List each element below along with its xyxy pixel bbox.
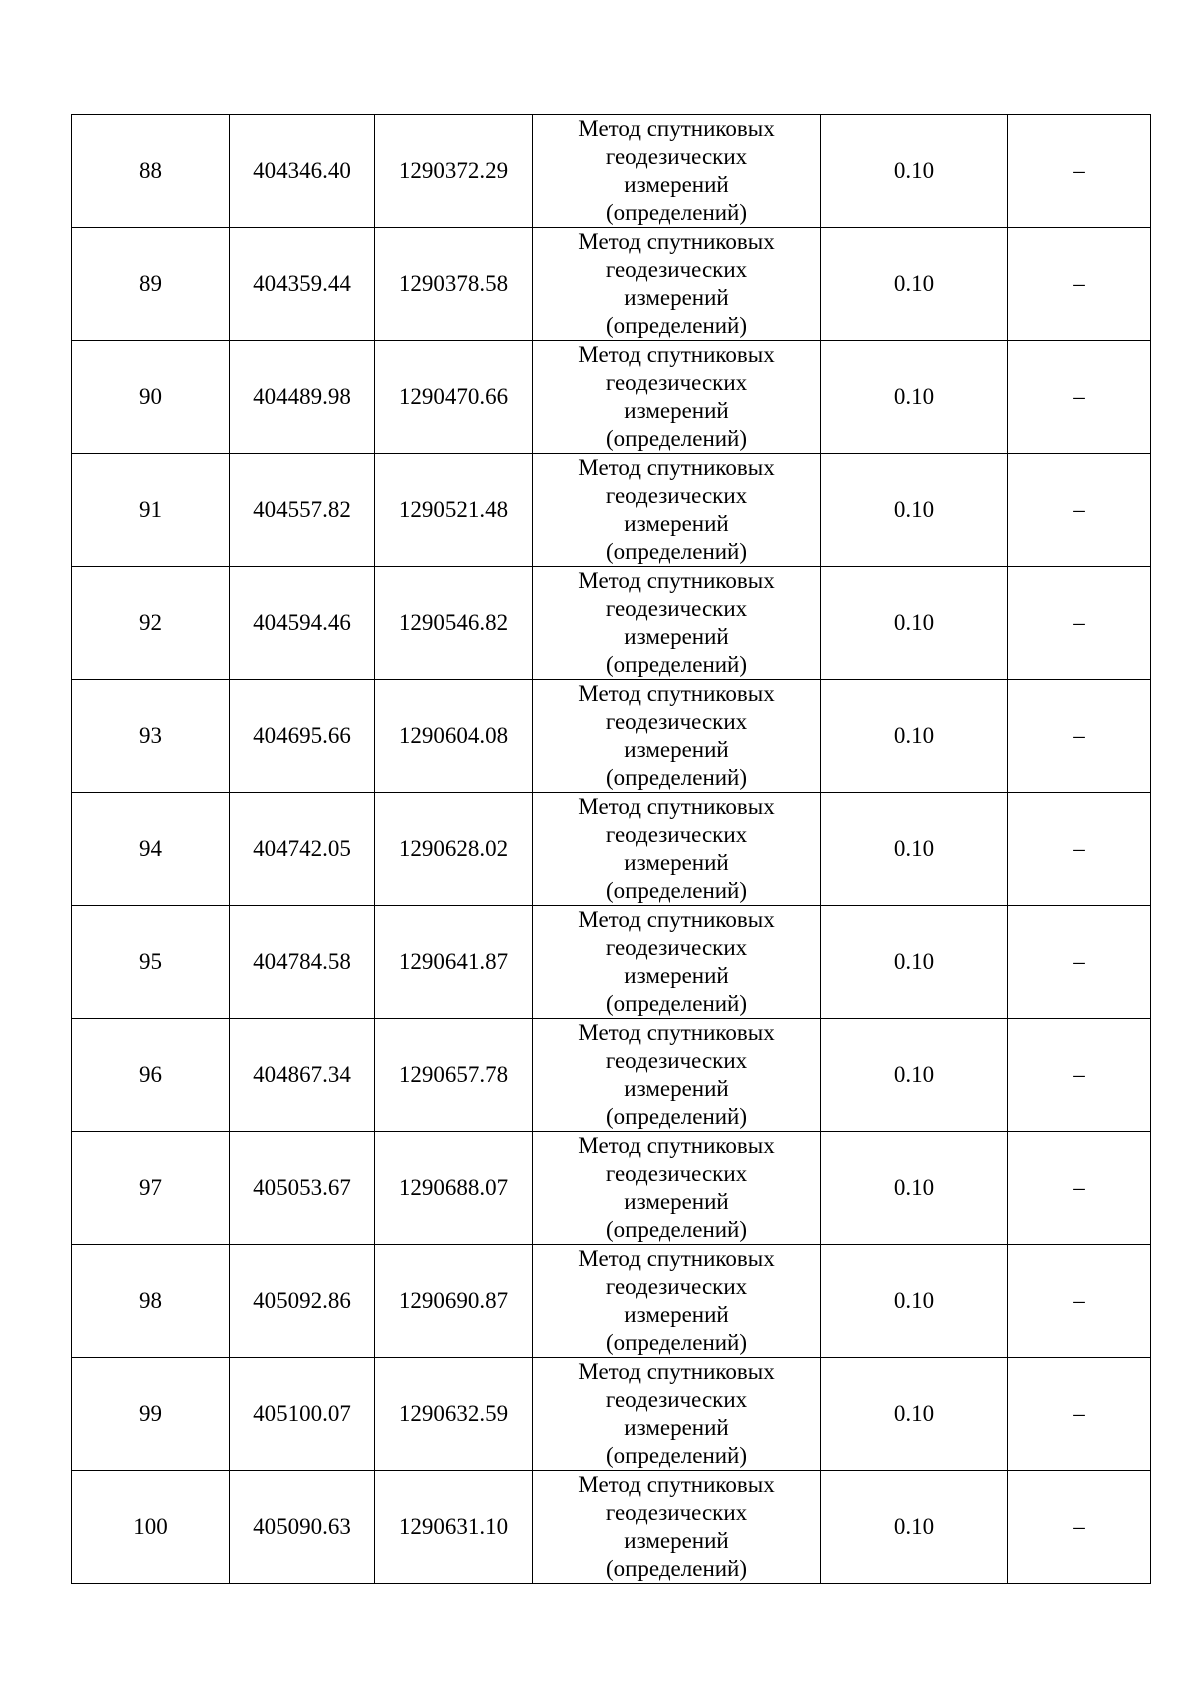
method-text-line: (определений) [605, 200, 748, 225]
method-cell [533, 1358, 821, 1471]
x-coordinate-cell: 405092.86 [230, 1245, 375, 1358]
table-row [72, 906, 1151, 1019]
note-cell: – [1008, 115, 1151, 228]
method-text-line: (определений) [605, 1443, 748, 1468]
table-row [72, 115, 1151, 228]
method-text-line: геодезических [605, 1387, 748, 1412]
method-text-line: геодезических [605, 483, 748, 508]
method-text-line: Метод спутниковых [578, 116, 775, 141]
x-coordinate-cell: 404742.05 [230, 793, 375, 906]
method-text-line: геодезических [605, 1048, 748, 1073]
point-number-cell: 95 [72, 906, 230, 1019]
note-cell: – [1008, 567, 1151, 680]
point-number-cell: 91 [72, 454, 230, 567]
accuracy-cell: 0.10 [821, 341, 1008, 454]
table-body [72, 115, 1151, 1584]
point-number-cell: 88 [72, 115, 230, 228]
accuracy-cell: 0.10 [821, 454, 1008, 567]
method-cell [533, 567, 821, 680]
x-coordinate-cell: 404346.40 [230, 115, 375, 228]
method-text-line: геодезических [605, 1161, 748, 1186]
x-coordinate-cell: 405100.07 [230, 1358, 375, 1471]
y-coordinate-cell: 1290378.58 [375, 228, 533, 341]
method-cell [533, 341, 821, 454]
method-text-line: геодезических [605, 935, 748, 960]
accuracy-cell: 0.10 [821, 1245, 1008, 1358]
x-coordinate-cell: 404359.44 [230, 228, 375, 341]
x-coordinate-cell: 404594.46 [230, 567, 375, 680]
accuracy-cell: 0.10 [821, 1132, 1008, 1245]
method-text-line: измерений [624, 285, 729, 310]
method-text-line: геодезических [605, 257, 748, 282]
method-text-line: геодезических [605, 822, 748, 847]
method-text-line: измерений [624, 1528, 729, 1553]
method-cell [533, 454, 821, 567]
accuracy-cell: 0.10 [821, 567, 1008, 680]
method-text-line: Метод спутниковых [578, 1359, 775, 1384]
accuracy-cell: 0.10 [821, 906, 1008, 1019]
method-cell [533, 906, 821, 1019]
point-number-cell: 100 [72, 1471, 230, 1584]
method-cell [533, 793, 821, 906]
method-text-line: (определений) [605, 1330, 748, 1355]
table-row [72, 1471, 1151, 1584]
method-text-line: измерений [624, 398, 729, 423]
x-coordinate-cell: 405053.67 [230, 1132, 375, 1245]
table-row [72, 454, 1151, 567]
note-cell: – [1008, 1019, 1151, 1132]
method-text-line: геодезических [605, 596, 748, 621]
method-text-line: измерений [624, 511, 729, 536]
note-cell: – [1008, 680, 1151, 793]
method-text-line: геодезических [605, 370, 748, 395]
method-text-line: Метод спутниковых [578, 1020, 775, 1045]
method-text-line: Метод спутниковых [578, 1246, 775, 1271]
point-number-cell: 99 [72, 1358, 230, 1471]
x-coordinate-cell: 404557.82 [230, 454, 375, 567]
method-text-line: Метод спутниковых [578, 681, 775, 706]
coordinates-table [71, 114, 1151, 1584]
note-cell: – [1008, 1358, 1151, 1471]
method-cell [533, 115, 821, 228]
method-text-line: (определений) [605, 313, 748, 338]
accuracy-cell: 0.10 [821, 228, 1008, 341]
y-coordinate-cell: 1290688.07 [375, 1132, 533, 1245]
method-text-line: измерений [624, 1415, 729, 1440]
x-coordinate-cell: 404867.34 [230, 1019, 375, 1132]
method-text-line: измерений [624, 850, 729, 875]
method-text-line: Метод спутниковых [578, 455, 775, 480]
table-row [72, 228, 1151, 341]
table-row [72, 1132, 1151, 1245]
method-text-line: Метод спутниковых [578, 229, 775, 254]
note-cell: – [1008, 1245, 1151, 1358]
method-text-line: (определений) [605, 1104, 748, 1129]
method-text-line: Метод спутниковых [578, 1133, 775, 1158]
point-number-cell: 96 [72, 1019, 230, 1132]
y-coordinate-cell: 1290657.78 [375, 1019, 533, 1132]
note-cell: – [1008, 341, 1151, 454]
y-coordinate-cell: 1290546.82 [375, 567, 533, 680]
method-text-line: (определений) [605, 539, 748, 564]
y-coordinate-cell: 1290631.10 [375, 1471, 533, 1584]
method-cell [533, 1132, 821, 1245]
table-row [72, 1019, 1151, 1132]
table-row [72, 793, 1151, 906]
note-cell: – [1008, 793, 1151, 906]
method-text-line: Метод спутниковых [578, 907, 775, 932]
method-text-line: (определений) [605, 765, 748, 790]
y-coordinate-cell: 1290604.08 [375, 680, 533, 793]
method-text-line: (определений) [605, 426, 748, 451]
note-cell: – [1008, 1132, 1151, 1245]
table-row [72, 567, 1151, 680]
method-cell [533, 1245, 821, 1358]
method-text-line: Метод спутниковых [578, 342, 775, 367]
note-cell: – [1008, 906, 1151, 1019]
method-text-line: Метод спутниковых [578, 794, 775, 819]
table-row [72, 680, 1151, 793]
table-row [72, 1245, 1151, 1358]
accuracy-cell: 0.10 [821, 793, 1008, 906]
method-text-line: измерений [624, 1076, 729, 1101]
method-text-line: измерений [624, 1302, 729, 1327]
accuracy-cell: 0.10 [821, 680, 1008, 793]
x-coordinate-cell: 404695.66 [230, 680, 375, 793]
note-cell: – [1008, 228, 1151, 341]
method-text-line: (определений) [605, 878, 748, 903]
note-cell: – [1008, 1471, 1151, 1584]
y-coordinate-cell: 1290521.48 [375, 454, 533, 567]
table-row [72, 341, 1151, 454]
method-text-line: (определений) [605, 1556, 748, 1581]
method-text-line: измерений [624, 737, 729, 762]
point-number-cell: 98 [72, 1245, 230, 1358]
y-coordinate-cell: 1290372.29 [375, 115, 533, 228]
method-text-line: Метод спутниковых [578, 1472, 775, 1497]
y-coordinate-cell: 1290628.02 [375, 793, 533, 906]
x-coordinate-cell: 404784.58 [230, 906, 375, 1019]
accuracy-cell: 0.10 [821, 1471, 1008, 1584]
method-text-line: (определений) [605, 991, 748, 1016]
method-text-line: измерений [624, 624, 729, 649]
point-number-cell: 90 [72, 341, 230, 454]
y-coordinate-cell: 1290690.87 [375, 1245, 533, 1358]
point-number-cell: 92 [72, 567, 230, 680]
method-cell [533, 228, 821, 341]
point-number-cell: 97 [72, 1132, 230, 1245]
accuracy-cell: 0.10 [821, 1019, 1008, 1132]
y-coordinate-cell: 1290632.59 [375, 1358, 533, 1471]
point-number-cell: 94 [72, 793, 230, 906]
method-text-line: геодезических [605, 144, 748, 169]
method-cell [533, 680, 821, 793]
method-text-line: измерений [624, 963, 729, 988]
method-text-line: измерений [624, 172, 729, 197]
note-cell: – [1008, 454, 1151, 567]
method-text-line: (определений) [605, 1217, 748, 1242]
method-text-line: геодезических [605, 1500, 748, 1525]
method-text-line: Метод спутниковых [578, 568, 775, 593]
x-coordinate-cell: 405090.63 [230, 1471, 375, 1584]
method-cell [533, 1471, 821, 1584]
y-coordinate-cell: 1290641.87 [375, 906, 533, 1019]
method-cell [533, 1019, 821, 1132]
point-number-cell: 93 [72, 680, 230, 793]
y-coordinate-cell: 1290470.66 [375, 341, 533, 454]
method-text-line: геодезических [605, 709, 748, 734]
method-text-line: (определений) [605, 652, 748, 677]
accuracy-cell: 0.10 [821, 1358, 1008, 1471]
accuracy-cell: 0.10 [821, 115, 1008, 228]
method-text-line: геодезических [605, 1274, 748, 1299]
method-text-line: измерений [624, 1189, 729, 1214]
table-row [72, 1358, 1151, 1471]
point-number-cell: 89 [72, 228, 230, 341]
x-coordinate-cell: 404489.98 [230, 341, 375, 454]
